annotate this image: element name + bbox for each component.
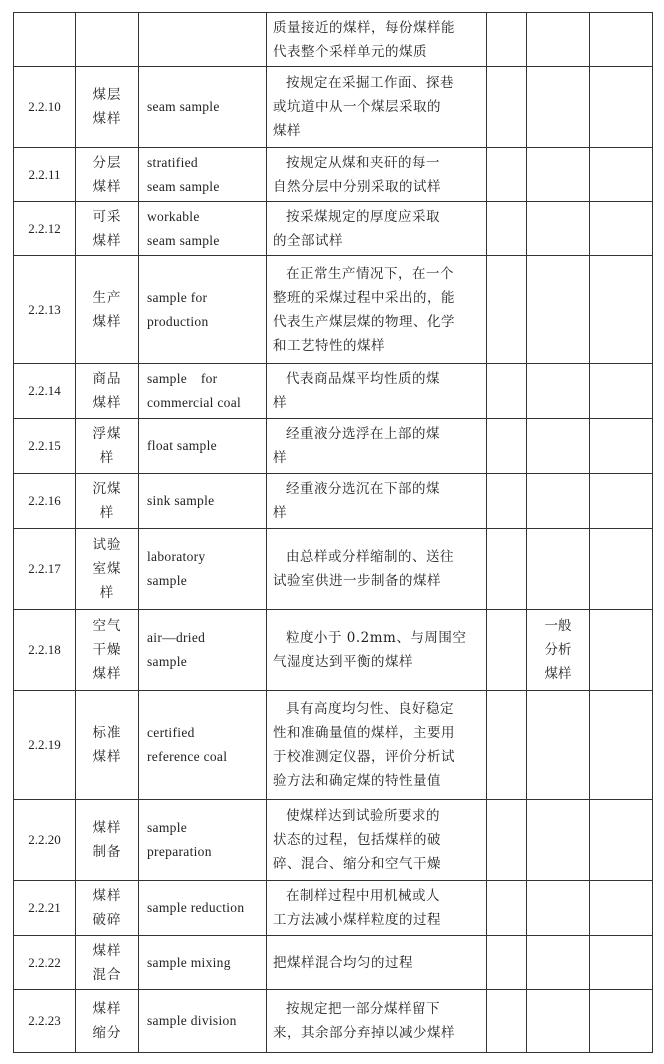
term-chinese bbox=[76, 364, 139, 419]
term-chinese-line: 沉煤 bbox=[92, 481, 122, 497]
term-english-line: seam sample bbox=[147, 178, 220, 194]
term-english-line: float sample bbox=[147, 438, 217, 453]
term-chinese bbox=[76, 13, 139, 67]
term-english-line: commercial coal bbox=[147, 395, 242, 410]
term-definition bbox=[267, 529, 487, 610]
term-chinese-line: 空气 bbox=[92, 618, 122, 634]
term-english bbox=[139, 936, 267, 990]
empty-cell bbox=[590, 881, 653, 936]
definition-line: 在制样过程中用机械或人 bbox=[286, 888, 440, 904]
term-chinese bbox=[76, 610, 139, 691]
term-number: 2.2.17 bbox=[14, 529, 76, 610]
term-number bbox=[14, 13, 76, 67]
synonym-cell bbox=[527, 474, 590, 529]
term-english bbox=[139, 419, 267, 474]
term-english bbox=[139, 67, 267, 148]
synonym-cell bbox=[527, 202, 590, 256]
definition-line: 粒度小于 0.2mm、与周围空 bbox=[286, 630, 467, 646]
empty-cell bbox=[590, 990, 653, 1053]
term-english bbox=[139, 202, 267, 256]
term-number: 2.2.10 bbox=[14, 67, 76, 148]
term-english bbox=[139, 881, 267, 936]
term-chinese-line: 煤样 bbox=[92, 820, 122, 836]
empty-cell bbox=[487, 67, 527, 148]
term-english-line: sink sample bbox=[147, 493, 215, 508]
synonym-cell bbox=[527, 990, 590, 1053]
term-chinese-line: 样 bbox=[99, 585, 115, 601]
empty-cell bbox=[590, 67, 653, 148]
term-chinese-line: 生产 bbox=[92, 289, 122, 306]
term-chinese bbox=[76, 256, 139, 364]
term-chinese bbox=[76, 990, 139, 1053]
empty-cell bbox=[590, 936, 653, 990]
term-english bbox=[139, 13, 267, 67]
table-row bbox=[14, 148, 653, 202]
term-definition bbox=[267, 13, 487, 67]
term-definition bbox=[267, 610, 487, 691]
empty-cell bbox=[487, 13, 527, 67]
definition-line: 气湿度达到平衡的煤样 bbox=[273, 654, 413, 670]
term-english bbox=[139, 691, 267, 800]
term-number: 2.2.18 bbox=[14, 610, 76, 691]
term-english-line: sample for bbox=[147, 289, 208, 305]
term-english-line: preparation bbox=[147, 844, 212, 859]
synonym-cell bbox=[527, 610, 590, 691]
term-number: 2.2.14 bbox=[14, 364, 76, 419]
term-chinese bbox=[76, 881, 139, 936]
term-chinese bbox=[76, 529, 139, 610]
term-chinese-line: 煤样 bbox=[92, 888, 122, 904]
synonym-cell bbox=[527, 13, 590, 67]
synonym-cell bbox=[527, 936, 590, 990]
table-body bbox=[14, 13, 653, 1053]
term-definition bbox=[267, 364, 487, 419]
definition-line: 按规定在采掘工作面、探巷 bbox=[286, 75, 454, 91]
empty-cell bbox=[590, 364, 653, 419]
synonym-cell bbox=[527, 419, 590, 474]
definition-line: 状态的过程，包括煤样的破 bbox=[273, 832, 441, 848]
definition-line: 具有高度均匀性、良好稳定 bbox=[286, 701, 454, 717]
term-english bbox=[139, 800, 267, 881]
empty-cell bbox=[590, 800, 653, 881]
table-row bbox=[14, 529, 653, 610]
synonym-cell bbox=[527, 256, 590, 364]
term-chinese-line: 试验 bbox=[92, 537, 122, 553]
term-chinese-line: 混合 bbox=[92, 966, 122, 983]
empty-cell bbox=[590, 691, 653, 800]
term-chinese-line: 煤样 bbox=[92, 232, 122, 249]
empty-cell bbox=[590, 419, 653, 474]
empty-cell bbox=[590, 148, 653, 202]
term-english-line: stratified bbox=[147, 154, 198, 170]
term-chinese-line: 样 bbox=[99, 505, 115, 521]
term-chinese-line: 标准 bbox=[92, 725, 122, 741]
definition-line: 经重液分选浮在上部的煤 bbox=[286, 426, 440, 442]
term-english bbox=[139, 148, 267, 202]
definition-line: 整班的采煤过程中采出的，能 bbox=[273, 289, 455, 306]
synonym-line: 分析 bbox=[544, 642, 572, 658]
definition-line: 碎、混合、缩分和空气干燥 bbox=[273, 856, 441, 872]
definition-line: 来，其余部分弃掉以减少煤样 bbox=[273, 1025, 455, 1041]
term-english-line: sample for bbox=[147, 371, 218, 386]
term-chinese-line: 煤样 bbox=[92, 395, 122, 411]
term-english-line: laboratory bbox=[147, 549, 206, 564]
term-number: 2.2.13 bbox=[14, 256, 76, 364]
term-chinese-line: 室煤 bbox=[92, 561, 122, 577]
term-chinese bbox=[76, 148, 139, 202]
term-chinese-line: 干燥 bbox=[92, 642, 122, 658]
term-chinese-line: 商品 bbox=[92, 371, 122, 387]
term-chinese bbox=[76, 419, 139, 474]
definition-line: 由总样或分样缩制的、送往 bbox=[286, 549, 454, 565]
term-definition bbox=[267, 474, 487, 529]
definition-line: 于校准测定仪器，评价分析试 bbox=[273, 749, 455, 765]
definition-line: 样 bbox=[273, 450, 287, 466]
definition-line: 在正常生产情况下，在一个 bbox=[286, 265, 454, 282]
term-english bbox=[139, 990, 267, 1053]
synonym-line: 煤样 bbox=[544, 666, 572, 682]
term-chinese-line: 分层 bbox=[92, 154, 122, 171]
term-number: 2.2.19 bbox=[14, 691, 76, 800]
term-english-line: air—dried bbox=[147, 630, 206, 645]
term-english-line: sample bbox=[147, 820, 188, 835]
term-chinese-line: 煤样 bbox=[92, 942, 122, 959]
term-chinese bbox=[76, 67, 139, 148]
definition-line: 代表整个采样单元的煤质 bbox=[273, 43, 427, 60]
table-row bbox=[14, 800, 653, 881]
term-number: 2.2.23 bbox=[14, 990, 76, 1053]
definition-line: 煤样 bbox=[273, 123, 301, 139]
empty-cell bbox=[487, 364, 527, 419]
table-row bbox=[14, 202, 653, 256]
term-english-line: reference coal bbox=[147, 749, 228, 764]
term-definition bbox=[267, 148, 487, 202]
table-row bbox=[14, 419, 653, 474]
table-row bbox=[14, 364, 653, 419]
term-chinese-line: 缩分 bbox=[92, 1025, 122, 1041]
definition-line: 把煤样混合均匀的过程 bbox=[273, 954, 413, 971]
synonym-cell bbox=[527, 529, 590, 610]
term-english bbox=[139, 610, 267, 691]
term-chinese-line: 浮煤 bbox=[92, 426, 122, 442]
term-english-line: sample bbox=[147, 573, 188, 588]
synonym-cell bbox=[527, 800, 590, 881]
definition-line: 性和准确量值的煤样，主要用 bbox=[273, 725, 455, 741]
table-row bbox=[14, 474, 653, 529]
definition-line: 样 bbox=[273, 395, 287, 411]
empty-cell bbox=[590, 256, 653, 364]
synonym-line: 一般 bbox=[544, 618, 572, 634]
term-english-line: certified bbox=[147, 725, 195, 740]
empty-cell bbox=[487, 474, 527, 529]
term-chinese-line: 煤样 bbox=[92, 178, 122, 195]
table-row bbox=[14, 691, 653, 800]
empty-cell bbox=[487, 936, 527, 990]
term-number: 2.2.12 bbox=[14, 202, 76, 256]
term-chinese bbox=[76, 474, 139, 529]
empty-cell bbox=[487, 202, 527, 256]
definition-line: 验方法和确定煤的特性量值 bbox=[273, 773, 441, 789]
term-definition bbox=[267, 881, 487, 936]
synonym-cell bbox=[527, 148, 590, 202]
term-definition bbox=[267, 800, 487, 881]
definition-line: 按规定从煤和夹矸的每一 bbox=[286, 154, 440, 171]
definition-line: 经重液分选沉在下部的煤 bbox=[286, 481, 440, 497]
term-english bbox=[139, 364, 267, 419]
synonym-cell bbox=[527, 691, 590, 800]
term-chinese-line: 破碎 bbox=[92, 912, 122, 928]
term-definition bbox=[267, 691, 487, 800]
term-english-line: sample bbox=[147, 654, 188, 669]
term-chinese-line: 样 bbox=[99, 450, 115, 466]
terminology-table bbox=[13, 12, 653, 1053]
term-number: 2.2.21 bbox=[14, 881, 76, 936]
term-english-line: seam sample bbox=[147, 99, 220, 114]
term-chinese-line: 煤样 bbox=[92, 111, 122, 127]
empty-cell bbox=[487, 691, 527, 800]
term-number: 2.2.22 bbox=[14, 936, 76, 990]
table-row bbox=[14, 990, 653, 1053]
term-definition bbox=[267, 67, 487, 148]
term-chinese-line: 煤样 bbox=[92, 749, 122, 765]
term-chinese bbox=[76, 202, 139, 256]
empty-cell bbox=[487, 881, 527, 936]
term-english-line: workable bbox=[147, 208, 200, 224]
term-definition bbox=[267, 936, 487, 990]
definition-line: 的全部试样 bbox=[273, 232, 343, 249]
table-row bbox=[14, 67, 653, 148]
term-chinese bbox=[76, 800, 139, 881]
term-english-line: sample reduction bbox=[147, 900, 245, 915]
definition-line: 或坑道中从一个煤层采取的 bbox=[273, 99, 441, 115]
empty-cell bbox=[487, 419, 527, 474]
empty-cell bbox=[487, 800, 527, 881]
table-row bbox=[14, 13, 653, 67]
term-chinese-line: 煤样 bbox=[92, 666, 122, 682]
term-number: 2.2.16 bbox=[14, 474, 76, 529]
empty-cell bbox=[487, 990, 527, 1053]
table-row bbox=[14, 256, 653, 364]
term-definition bbox=[267, 256, 487, 364]
table-row bbox=[14, 610, 653, 691]
definition-line: 使煤样达到试验所要求的 bbox=[286, 808, 440, 824]
term-chinese-line: 制备 bbox=[92, 844, 122, 860]
empty-cell bbox=[590, 474, 653, 529]
term-chinese bbox=[76, 936, 139, 990]
definition-line: 样 bbox=[273, 505, 287, 521]
term-number: 2.2.15 bbox=[14, 419, 76, 474]
table-row bbox=[14, 881, 653, 936]
term-english-line: sample mixing bbox=[147, 954, 231, 970]
empty-cell bbox=[590, 610, 653, 691]
term-definition bbox=[267, 419, 487, 474]
definition-line: 质量接近的煤样，每份煤样能 bbox=[273, 19, 455, 36]
definition-line: 按采煤规定的厚度应采取 bbox=[286, 208, 440, 225]
term-number: 2.2.20 bbox=[14, 800, 76, 881]
synonym-cell bbox=[527, 364, 590, 419]
term-chinese-line: 煤样 bbox=[92, 1001, 122, 1017]
empty-cell bbox=[590, 202, 653, 256]
empty-cell bbox=[487, 529, 527, 610]
term-definition bbox=[267, 990, 487, 1053]
term-chinese bbox=[76, 691, 139, 800]
empty-cell bbox=[487, 610, 527, 691]
definition-line: 工方法减小煤样粒度的过程 bbox=[273, 912, 441, 928]
term-english-line: seam sample bbox=[147, 232, 220, 248]
empty-cell bbox=[590, 13, 653, 67]
term-english-line: production bbox=[147, 313, 209, 329]
term-english bbox=[139, 529, 267, 610]
term-chinese-line: 煤样 bbox=[92, 313, 122, 330]
definition-line: 试验室供进一步制备的煤样 bbox=[273, 573, 441, 589]
term-chinese-line: 可采 bbox=[92, 208, 122, 225]
definition-line: 自然分层中分别采取的试样 bbox=[273, 178, 441, 195]
empty-cell bbox=[487, 148, 527, 202]
definition-line: 代表生产煤层煤的物理、化学 bbox=[273, 313, 455, 330]
term-english-line: sample division bbox=[147, 1013, 237, 1028]
term-english bbox=[139, 256, 267, 364]
term-definition bbox=[267, 202, 487, 256]
empty-cell bbox=[487, 256, 527, 364]
definition-line: 和工艺特性的煤样 bbox=[273, 337, 385, 354]
synonym-cell bbox=[527, 881, 590, 936]
definition-line: 按规定把一部分煤样留下 bbox=[286, 1001, 440, 1017]
definition-line: 代表商品煤平均性质的煤 bbox=[286, 371, 440, 387]
synonym-cell bbox=[527, 67, 590, 148]
table-row bbox=[14, 936, 653, 990]
empty-cell bbox=[590, 529, 653, 610]
term-chinese-line: 煤层 bbox=[92, 87, 122, 103]
term-english bbox=[139, 474, 267, 529]
term-number: 2.2.11 bbox=[14, 148, 76, 202]
